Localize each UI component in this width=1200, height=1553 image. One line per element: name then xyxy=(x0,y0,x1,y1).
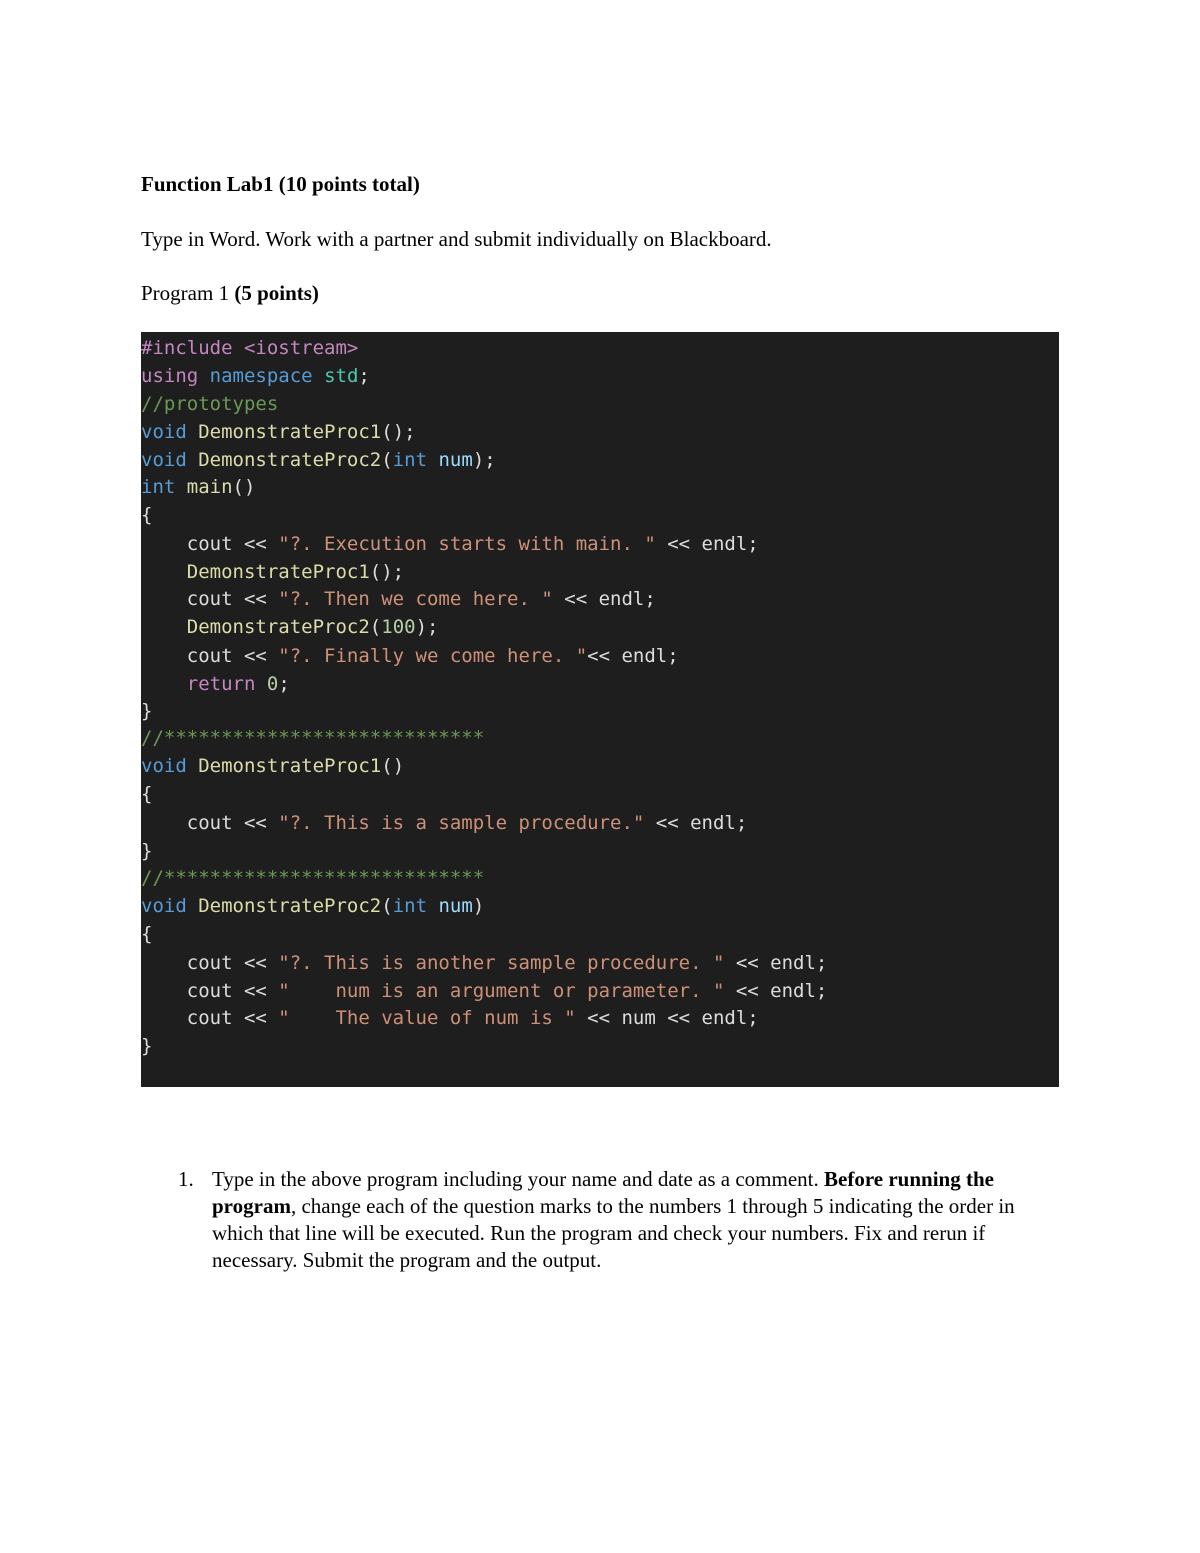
code-line xyxy=(141,334,358,362)
code-token xyxy=(141,616,187,638)
code-token: int xyxy=(392,449,428,471)
code-token: namespace xyxy=(209,365,313,387)
code-token: () xyxy=(381,755,405,777)
code-token: << endl; xyxy=(552,588,656,610)
code-token: "?. Then we come here. " xyxy=(278,588,553,610)
code-line xyxy=(141,670,290,698)
code-line xyxy=(141,977,827,1005)
code-token: cout << xyxy=(141,645,279,667)
code-token: cout << xyxy=(141,812,279,834)
code-line xyxy=(141,446,496,474)
code-line xyxy=(141,362,370,390)
code-token: ); xyxy=(415,616,439,638)
code-token: << endl; xyxy=(655,533,759,555)
code-token xyxy=(255,673,266,695)
code-token: } xyxy=(141,700,153,722)
code-token xyxy=(141,673,187,695)
code-line xyxy=(141,864,484,892)
code-token: num xyxy=(438,895,473,917)
code-token: " num is an argument or parameter. " xyxy=(278,980,725,1002)
program-points: (5 points) xyxy=(234,281,319,305)
code-line xyxy=(141,1004,759,1032)
code-token: { xyxy=(141,504,153,526)
code-token: int xyxy=(141,476,176,498)
code-token: //prototypes xyxy=(141,393,279,415)
code-line xyxy=(141,1032,152,1060)
code-line xyxy=(141,585,656,613)
code-token: (); xyxy=(381,421,416,443)
code-token: void xyxy=(141,421,187,443)
code-token xyxy=(187,449,198,471)
code-line xyxy=(141,780,152,808)
code-token xyxy=(141,561,187,583)
code-token: () xyxy=(232,476,256,498)
code-token xyxy=(175,476,186,498)
code-token: ; xyxy=(278,673,290,695)
code-token: ; xyxy=(358,365,370,387)
code-token: << endl; xyxy=(644,812,748,834)
list-item-number: 1. xyxy=(178,1167,194,1191)
code-line xyxy=(141,613,438,641)
code-token: ( xyxy=(369,616,382,638)
code-token: "?. This is another sample procedure. " xyxy=(278,952,725,974)
code-line xyxy=(141,837,152,865)
document-title: Function Lab1 (10 points total) xyxy=(141,172,420,196)
program-heading xyxy=(141,279,319,307)
list-item-text xyxy=(212,1166,1058,1274)
code-token: cout << xyxy=(141,980,279,1002)
code-token: main xyxy=(186,476,233,498)
code-token: DemonstrateProc1 xyxy=(186,561,370,583)
code-token xyxy=(313,365,324,387)
code-line xyxy=(141,418,416,446)
code-line xyxy=(141,809,747,837)
code-token: " The value of num is " xyxy=(278,1007,576,1029)
code-line xyxy=(141,558,404,586)
code-line xyxy=(141,920,152,948)
code-token: cout << xyxy=(141,1007,279,1029)
code-token: cout << xyxy=(141,588,279,610)
code-token: "?. Finally we come here. " xyxy=(278,645,588,667)
code-token xyxy=(198,365,209,387)
code-token: DemonstrateProc2 xyxy=(198,895,382,917)
code-token: void xyxy=(141,449,187,471)
code-token: #include <iostream> xyxy=(141,337,359,359)
list-item-bold: Before running the program xyxy=(212,1167,994,1218)
code-token: void xyxy=(141,895,187,917)
program-label: Program 1 xyxy=(141,281,235,305)
code-token: using xyxy=(141,365,199,387)
code-token: { xyxy=(141,783,153,805)
code-token: DemonstrateProc2 xyxy=(186,616,370,638)
code-line xyxy=(141,697,152,725)
code-token: << endl; xyxy=(724,952,828,974)
code-token: //**************************** xyxy=(141,727,485,749)
code-block xyxy=(141,332,1059,1087)
code-token: ( xyxy=(381,895,393,917)
code-line xyxy=(141,892,484,920)
code-token: ( xyxy=(381,449,393,471)
code-line xyxy=(141,949,827,977)
code-token: num xyxy=(438,449,473,471)
code-line xyxy=(141,752,404,780)
code-line xyxy=(141,642,679,670)
code-line xyxy=(141,390,278,418)
code-token: << endl; xyxy=(587,645,679,667)
code-token: << endl; xyxy=(724,980,828,1002)
code-token: { xyxy=(141,923,153,945)
code-token: int xyxy=(392,895,428,917)
code-line xyxy=(141,473,255,501)
code-token: ) xyxy=(472,895,485,917)
code-line xyxy=(141,501,152,529)
list-item-text-after: , change each of the question marks to the numbers 1 through 5 indicating the order in which that line will be executed. Run the program and check your numbers. Fix and rerun if necessary. Submit the program and the output. xyxy=(212,1194,1015,1272)
code-token: DemonstrateProc1 xyxy=(198,421,382,443)
code-token: return xyxy=(186,673,256,695)
code-token: cout << xyxy=(141,952,279,974)
code-token: (); xyxy=(369,561,405,583)
code-line xyxy=(141,530,759,558)
code-token: //**************************** xyxy=(141,867,485,889)
code-token: } xyxy=(141,1035,153,1057)
code-line xyxy=(141,724,484,752)
code-token: cout << xyxy=(141,533,279,555)
code-token xyxy=(187,895,198,917)
code-token xyxy=(187,421,198,443)
code-token: void xyxy=(141,755,187,777)
code-token: ); xyxy=(472,449,496,471)
code-token: "?. This is a sample procedure." xyxy=(278,812,645,834)
code-token: DemonstrateProc1 xyxy=(198,755,382,777)
code-token: DemonstrateProc2 xyxy=(198,449,382,471)
code-token xyxy=(427,895,438,917)
code-token: } xyxy=(141,840,153,862)
list-item-text-before: Type in the above program including your name and date as a comment. xyxy=(212,1167,825,1191)
code-token: "?. Execution starts with main. " xyxy=(278,533,656,555)
code-token: std xyxy=(324,365,359,387)
code-token: 0 xyxy=(266,673,279,695)
code-token xyxy=(187,755,198,777)
code-token: 100 xyxy=(381,616,416,638)
code-token: << num << endl; xyxy=(575,1007,759,1029)
code-token xyxy=(427,449,438,471)
intro-paragraph: Type in Word. Work with a partner and submit individually on Blackboard. xyxy=(141,227,772,251)
